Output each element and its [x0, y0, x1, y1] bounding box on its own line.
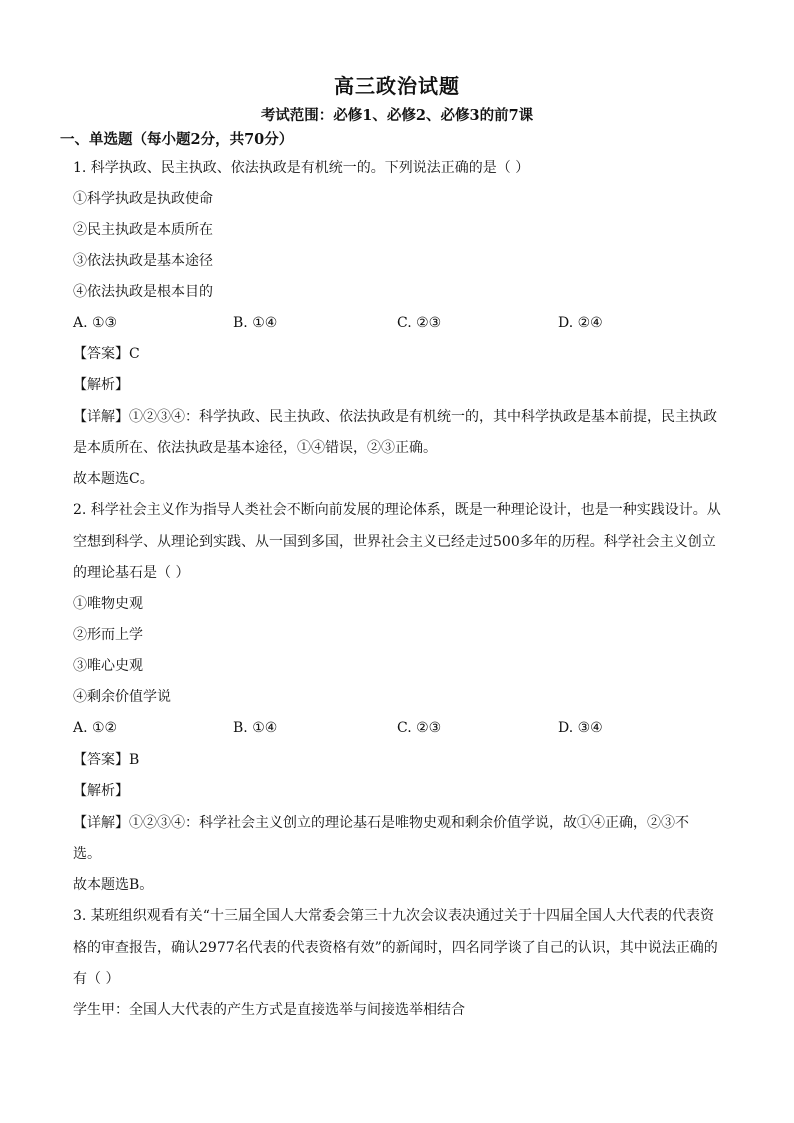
q1-conclusion: 故本题选C。 — [73, 471, 154, 487]
q2-item: ①唯物史观 — [73, 596, 143, 612]
q2-option-a: A. ①② — [73, 720, 118, 736]
q1-option-d: D. ②④ — [558, 315, 603, 331]
q2-item: ②形而上学 — [73, 627, 143, 643]
q1-analysis-label: 【解析】 — [73, 377, 129, 393]
q3-stem-line: 有（ ） — [73, 971, 120, 987]
q2-option-b: B. ①④ — [233, 720, 278, 736]
q3-stem-line: 格的审查报告，确认2977名代表的代表资格有效”的新闻时，四名同学谈了自己的认识，其中说法正确的 — [73, 940, 718, 956]
q3-stem-line: 3. 某班组织观看有关“十三届全国人大常委会第三十九次会议表决通过关于十四届全国人大代表的代表资 — [73, 908, 714, 924]
q2-answer: 【答案】B — [73, 752, 140, 768]
q1-item: ④依法执政是根本目的 — [73, 284, 213, 300]
q2-option-c: C. ②③ — [397, 720, 442, 736]
q2-analysis-label: 【解析】 — [73, 783, 129, 799]
q1-stem: 1. 科学执政、民主执政、依法执政是有机统一的。下列说法正确的是（ ） — [73, 160, 530, 176]
q2-conclusion: 故本题选B。 — [73, 877, 154, 893]
q2-stem-line: 2. 科学社会主义作为指导人类社会不断向前发展的理论体系，既是一种理论设计，也是一种实践设计。从 — [73, 502, 721, 518]
q2-option-d: D. ③④ — [558, 720, 603, 736]
q3-item: 学生甲：全国人大代表的产生方式是直接选举与间接选举相结合 — [73, 1002, 465, 1018]
page-title: 高三政治试题 — [334, 74, 460, 98]
q1-answer: 【答案】C — [73, 346, 140, 362]
q1-item: ③依法执政是基本途径 — [73, 253, 213, 269]
q1-detail-line: 【详解】①②③④：科学执政、民主执政、依法执政是有机统一的，其中科学执政是基本前提，民主执政 — [73, 409, 717, 425]
exam-scope: 考试范围：必修1、必修2、必修3的前7课 — [260, 107, 534, 124]
q2-item: ③唯心史观 — [73, 658, 143, 674]
q2-detail-line: 【详解】①②③④：科学社会主义创立的理论基石是唯物史观和剩余价值学说，故①④正确，②③不 — [73, 815, 689, 831]
q2-detail-line: 选。 — [73, 846, 101, 862]
section-heading: 一、单选题（每小题2分，共70分） — [60, 131, 294, 148]
q2-stem-line: 空想到科学、从理论到实践、从一国到多国，世界社会主义已经走过500多年的历程。科学社会主义创立 — [73, 534, 716, 550]
q1-option-c: C. ②③ — [397, 315, 442, 331]
q1-detail-line: 是本质所在、依法执政是基本途径，①④错误，②③正确。 — [73, 440, 437, 456]
q1-item: ①科学执政是执政使命 — [73, 191, 213, 207]
q2-item: ④剩余价值学说 — [73, 689, 171, 705]
q1-item: ②民主执政是本质所在 — [73, 222, 213, 238]
q1-option-b: B. ①④ — [233, 315, 278, 331]
q1-option-a: A. ①③ — [73, 315, 118, 331]
q2-stem-line: 的理论基石是（ ） — [73, 565, 190, 581]
